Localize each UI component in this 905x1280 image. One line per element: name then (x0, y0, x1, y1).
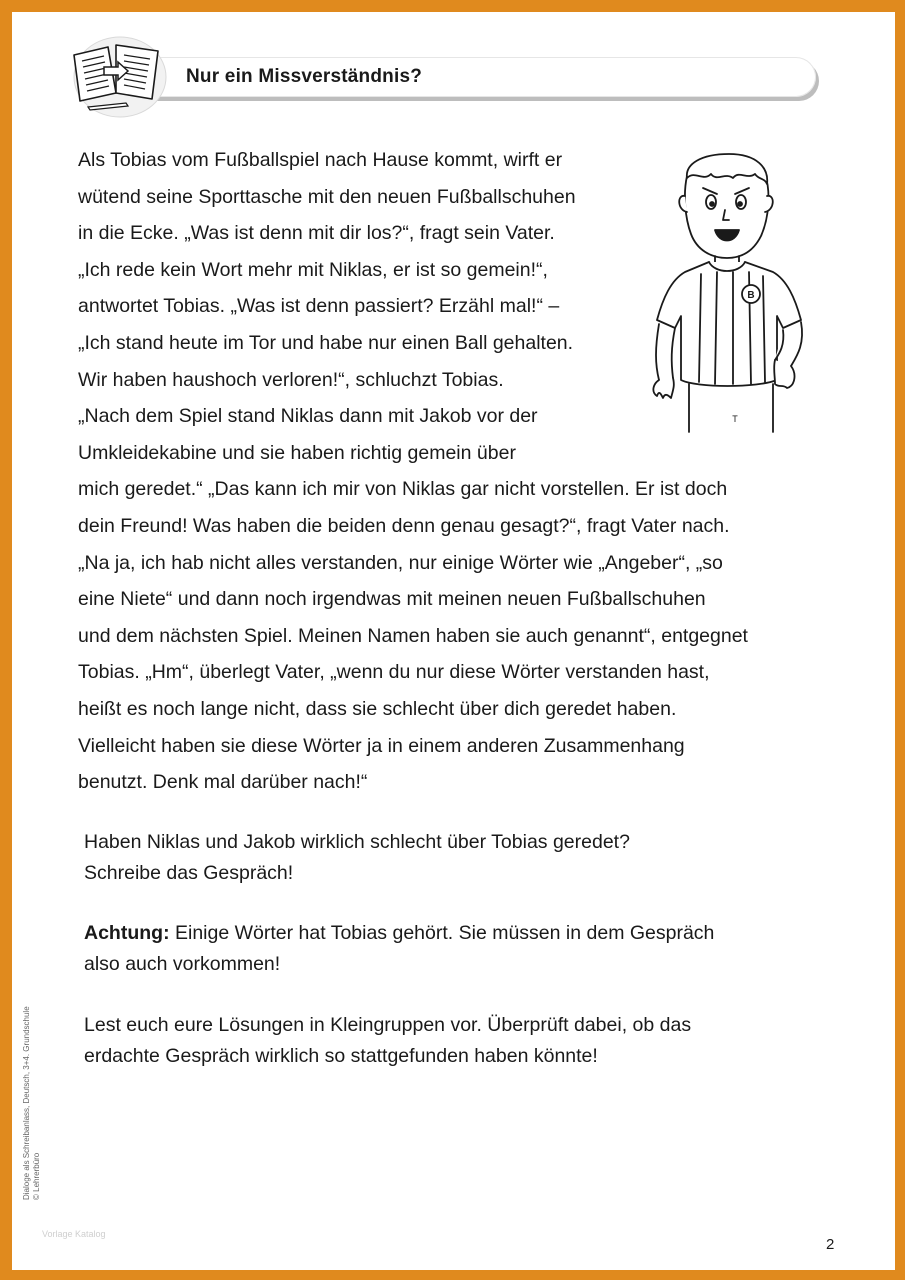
story-line: Umkleidekabine und sie haben richtig gemein über (78, 441, 516, 464)
attention-note (84, 918, 804, 980)
writing-task (84, 827, 804, 889)
story-line: Tobias. „Hm“, überlegt Vater, „wenn du nur diese Wörter verstanden hast, (78, 661, 710, 684)
story-line: und dem nächsten Spiel. Meinen Namen haben sie auch genannt“, entgegnet (78, 624, 748, 647)
task-line: Schreibe das Gespräch! (84, 862, 294, 884)
group-reading-task (84, 1010, 804, 1072)
task-line: erdachte Gespräch wirklich so stattgefunden haben könnte! (84, 1045, 598, 1067)
story-line: heißt es noch lange nicht, dass sie schlecht über dich geredet haben. (78, 697, 677, 720)
attention-label: Achtung: (84, 922, 170, 944)
story-line: antwortet Tobias. „Was ist denn passiert? Erzähl mal!“ – (78, 295, 560, 318)
task-line: Lest euch eure Lösungen in Kleingruppen vor. Überprüft dabei, ob das (84, 1014, 692, 1036)
story-line: in die Ecke. „Was ist denn mit dir los?“, fragt sein Vater. (78, 222, 555, 245)
story-line: „Na ja, ich hab nicht alles verstanden, nur einige Wörter wie „Angeber“, „so (78, 551, 723, 574)
story-line: „Ich rede kein Wort mehr mit Niklas, er ist so gemein!“, (78, 258, 548, 281)
attention-line (84, 918, 804, 949)
copyright-line: © Lehrerbüro (32, 1152, 41, 1200)
story-line: Als Tobias vom Fußballspiel nach Hause kommt, wirft er (78, 149, 563, 171)
jersey-letter: B (747, 290, 755, 301)
story-line: Wir haben haushoch verloren!“, schluchzt Tobias. (78, 368, 504, 391)
task-line: Haben Niklas und Jakob wirklich schlecht über Tobias geredet? (84, 831, 630, 853)
story-line: benutzt. Denk mal darüber nach!“ (78, 771, 368, 794)
story-line: mich geredet.“ „Das kann ich mir von Niklas gar nicht vorstellen. Er ist doch (78, 478, 728, 501)
story-line: wütend seine Sporttasche mit den neuen Fußballschuhen (78, 185, 576, 208)
story-line: „Nach dem Spiel stand Niklas dann mit Jakob vor der (78, 405, 538, 428)
copyright-note (22, 1006, 42, 1200)
watermark: Vorlage Katalog (42, 1229, 106, 1239)
sock-mark: T (732, 414, 738, 424)
attention-line: also auch vorkommen! (84, 953, 281, 975)
page-title: Nur ein Missverständnis? (186, 66, 423, 87)
copyright-line: Dialoge als Schreibanlass, Deutsch, 3+4. Grundschule (22, 1006, 31, 1200)
story-line: „Ich stand heute im Tor und habe nur einen Ball gehalten. (78, 331, 574, 354)
story-line: Vielleicht haben sie diese Wörter ja in einem anderen Zusammenhang (78, 734, 685, 757)
boy-in-football-jersey (645, 148, 815, 438)
worksheet-dialog-icon (68, 33, 168, 119)
attention-text: Einige Wörter hat Tobias gehört. Sie müssen in dem Gespräch (169, 922, 715, 944)
page-number: 2 (826, 1236, 835, 1253)
story-line: dein Freund! Was haben die beiden denn genau gesagt?“, fragt Vater nach. (78, 514, 730, 537)
story-line: eine Niete“ und dann noch irgendwas mit meinen neuen Fußballschuhen (78, 588, 706, 611)
